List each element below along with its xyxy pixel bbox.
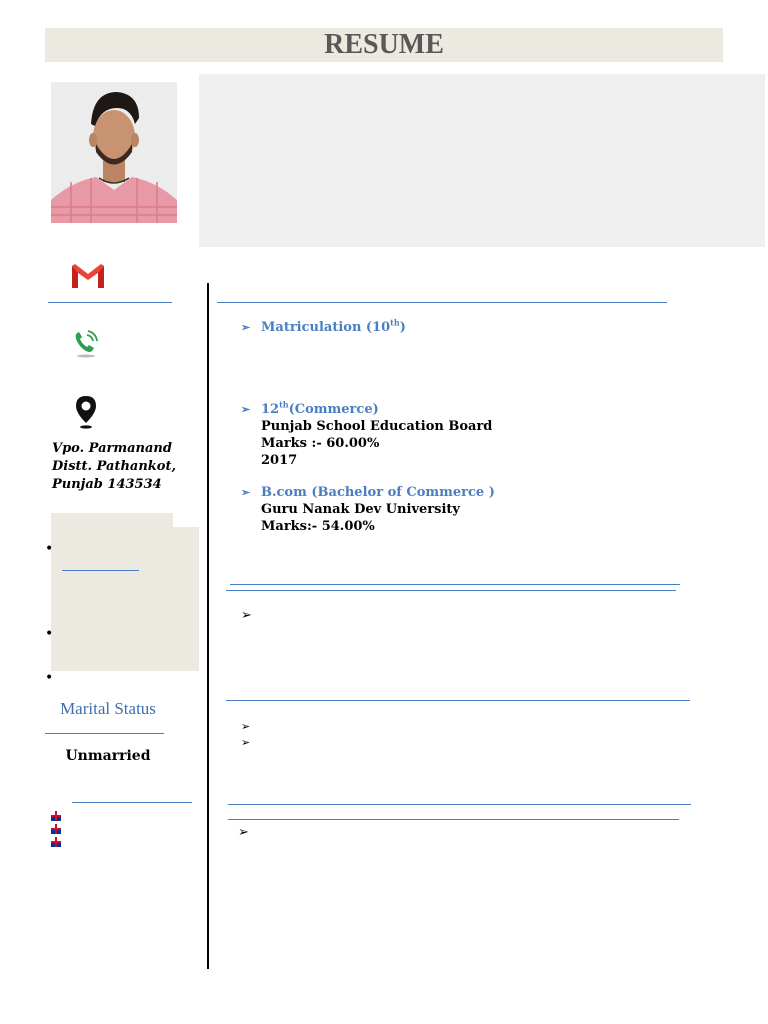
title-bar [45, 28, 723, 62]
arrow-bullet-icon: ➢ [241, 736, 251, 749]
arrow-bullet-icon: ➢ [241, 321, 251, 334]
location-pin-icon [74, 395, 98, 433]
section-divider [228, 819, 679, 820]
education-marks: Marks:- 54.00% [261, 519, 375, 534]
bullet-dot: • [45, 541, 54, 557]
education-divider [217, 302, 667, 303]
section-divider [226, 700, 690, 701]
marital-status-heading: Marital Status [60, 699, 156, 718]
address-line: Punjab 143534 [52, 477, 162, 492]
skills-box-notch [173, 513, 199, 527]
address-line: Distt. Pathankot, [52, 459, 176, 474]
flag-bullet-icon [51, 832, 61, 851]
education-board: Punjab School Education Board [261, 419, 493, 434]
section-divider [226, 590, 676, 591]
marital-status-value: Unmarried [65, 748, 151, 764]
education-item [241, 401, 701, 469]
address-line: Vpo. Parmanand [52, 441, 172, 456]
education-year: 2017 [261, 453, 298, 468]
page-title: RESUME [324, 29, 444, 60]
profile-photo [51, 82, 177, 223]
education-item [241, 319, 701, 336]
arrow-bullet-icon: ➢ [241, 403, 251, 416]
section-divider [230, 584, 680, 585]
arrow-bullet-icon: ➢ [241, 608, 252, 623]
summary-box [199, 74, 765, 247]
skills-underline [62, 570, 139, 571]
education-marks: Marks :- 60.00% [261, 436, 380, 451]
bullet-dot: • [45, 670, 54, 686]
email-divider [48, 302, 172, 303]
arrow-bullet-icon: ➢ [238, 825, 249, 840]
education-title: ➢ Matriculation (10th) [241, 317, 406, 335]
column-divider [207, 283, 209, 969]
education-item [241, 484, 701, 535]
education-title: ➢ 12th(Commerce) [241, 399, 379, 417]
address [52, 440, 202, 494]
skills-box [51, 513, 199, 671]
arrow-bullet-icon: ➢ [241, 720, 251, 733]
phone-icon [72, 328, 102, 362]
education-university: Guru Nanak Dev University [261, 502, 460, 517]
marital-divider [45, 733, 164, 734]
bullet-dot: • [45, 626, 54, 642]
education-title: ➢ B.com (Bachelor of Commerce ) [241, 485, 495, 500]
arrow-bullet-icon: ➢ [241, 486, 251, 499]
gmail-icon [70, 262, 106, 294]
section-divider [228, 804, 691, 805]
languages-divider [72, 802, 192, 803]
